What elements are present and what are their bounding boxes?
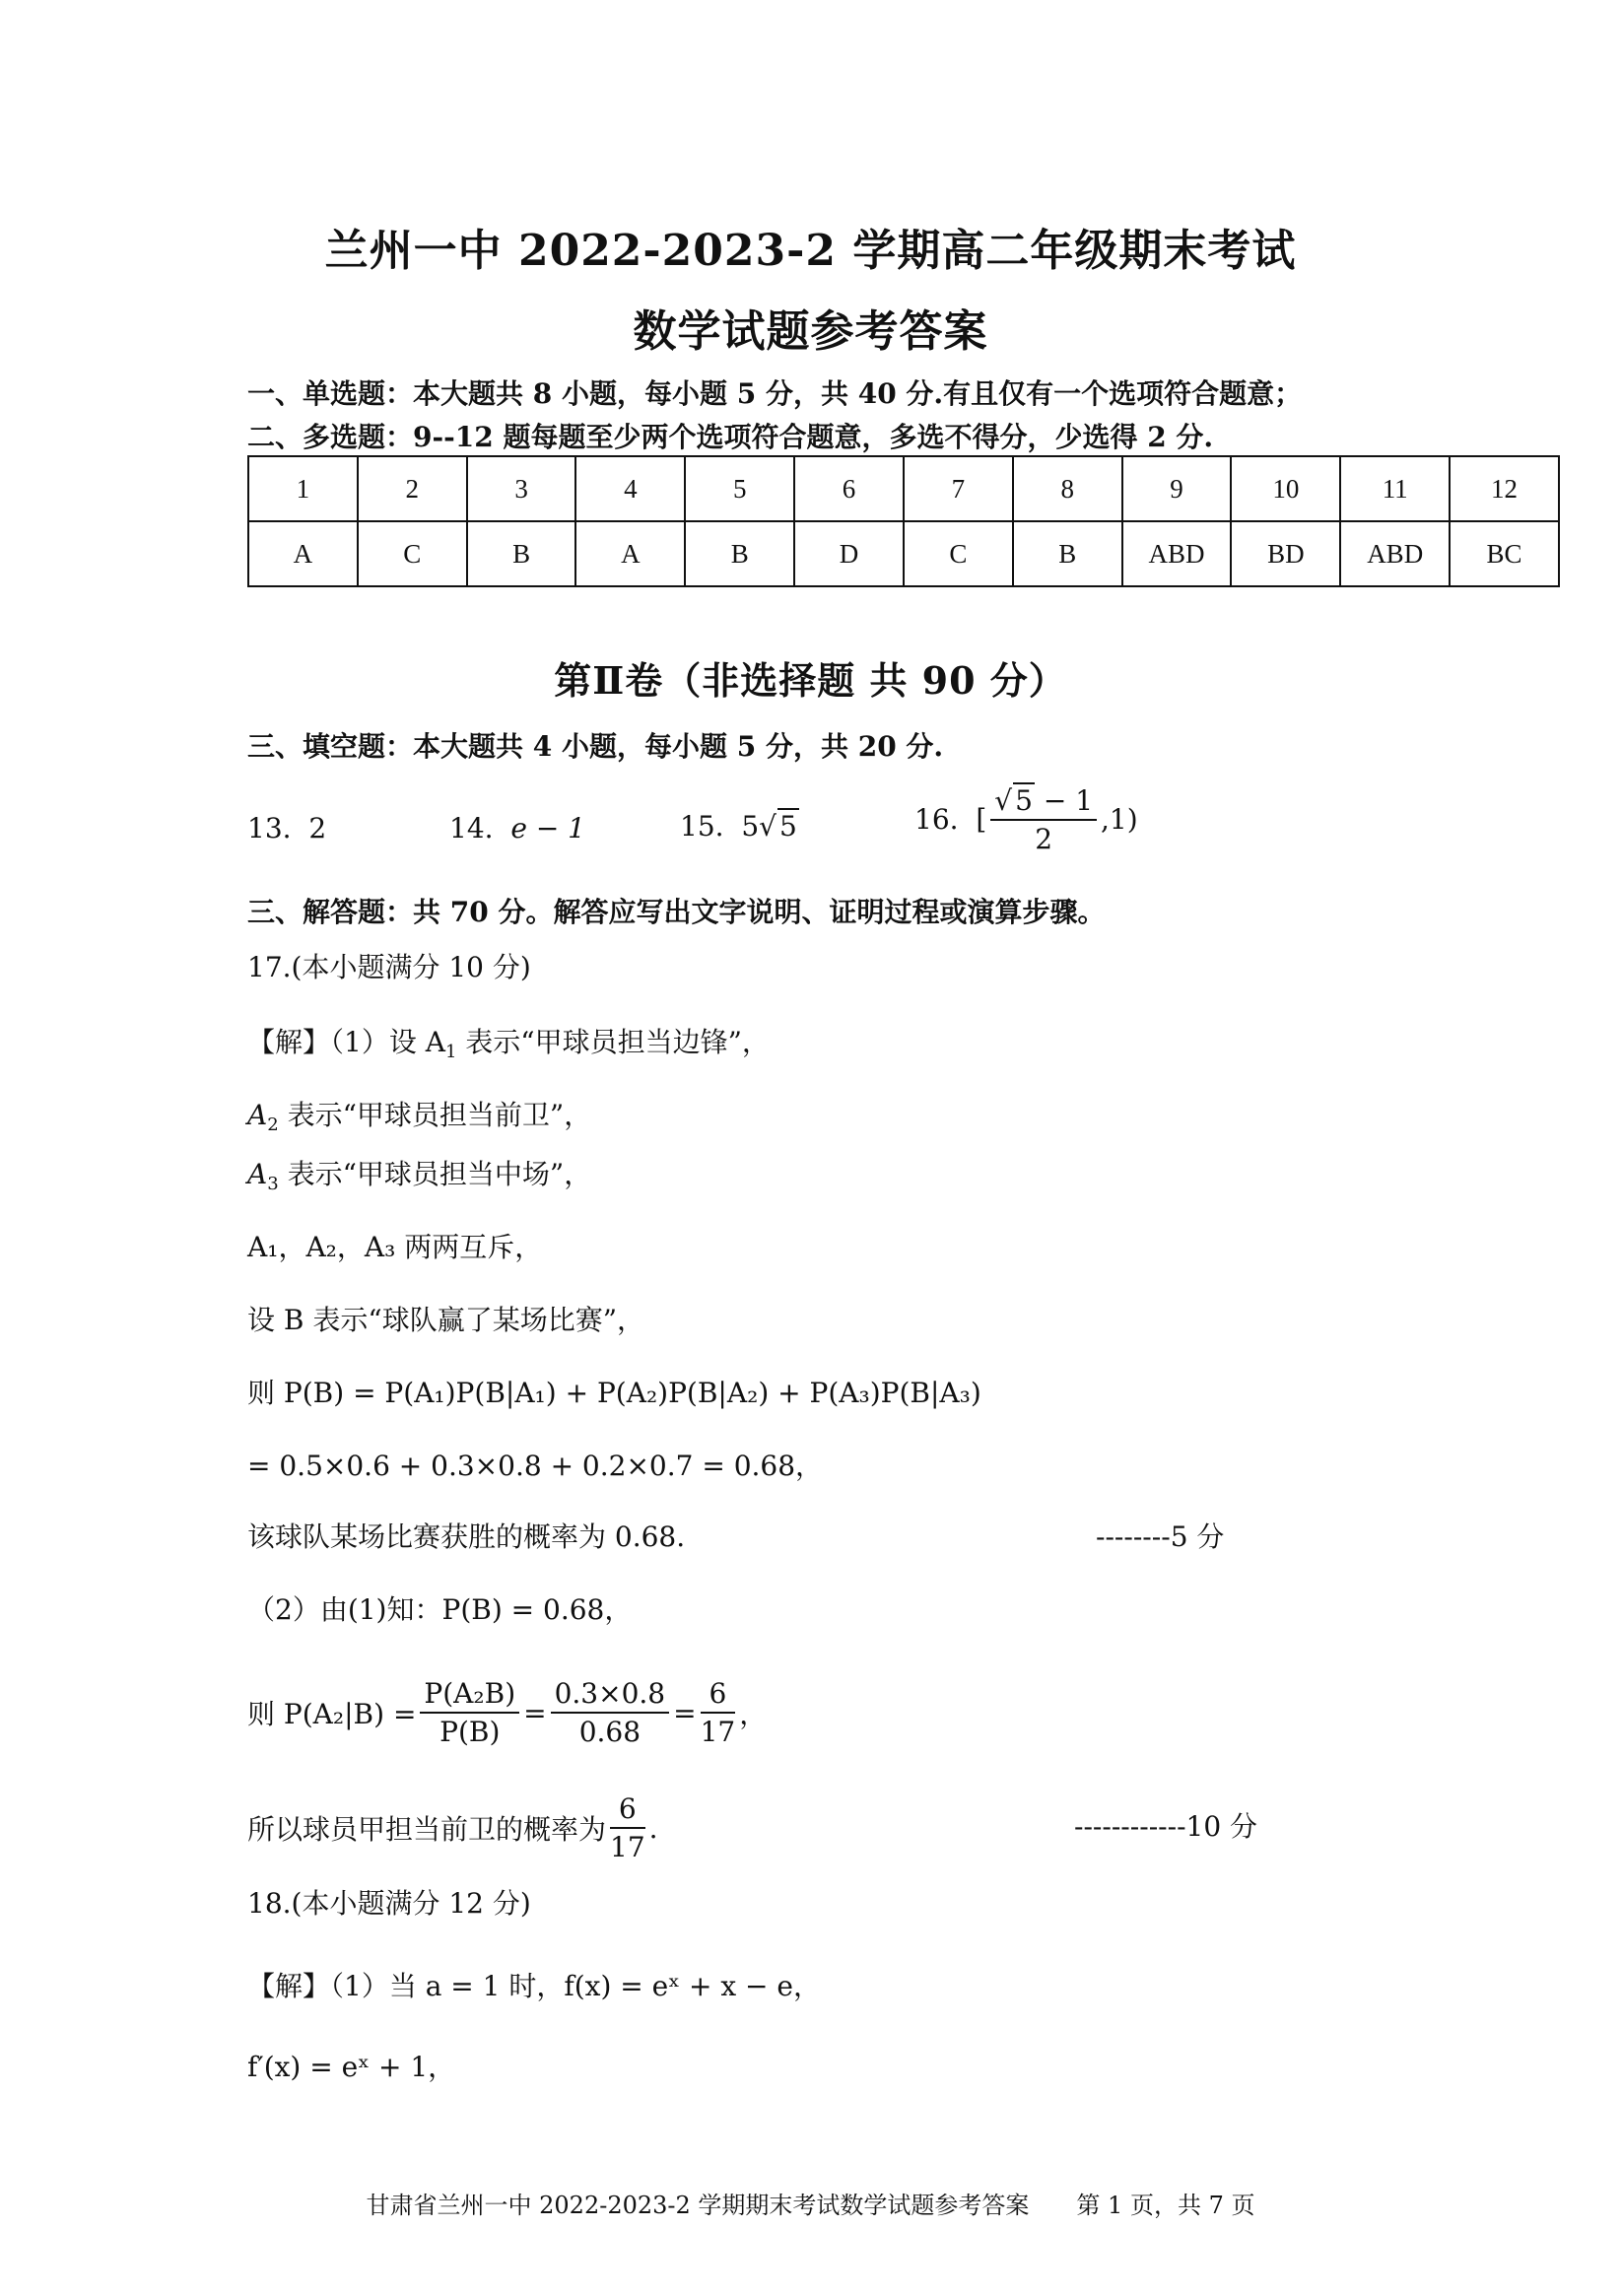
answer-table-answer-row bbox=[248, 521, 1559, 586]
answer-table-answer-cell: ABD bbox=[1340, 521, 1450, 586]
sqrt-sign-icon: √ bbox=[759, 810, 777, 843]
answer-table bbox=[247, 455, 1560, 587]
q14-label: 14. bbox=[449, 812, 494, 844]
q14-answer: e − 1 bbox=[510, 812, 585, 844]
q17-fraction-2 bbox=[551, 1677, 670, 1748]
q17-fraction-2-den: 0.68 bbox=[578, 1716, 642, 1748]
answer-table-answer-cell: D bbox=[794, 521, 904, 586]
fill-answer-16 bbox=[914, 782, 1138, 855]
answer-table-number-cell: 1 bbox=[248, 456, 358, 521]
answer-table-number-cell: 6 bbox=[794, 456, 904, 521]
answer-table-number-cell: 2 bbox=[358, 456, 467, 521]
q17-line-7: = 0.5×0.6 + 0.3×0.8 + 0.2×0.7 = 0.68， bbox=[247, 1450, 824, 1482]
q17-line-1-rest: 表示“甲球员担当边锋”， bbox=[456, 1026, 770, 1058]
answer-table-number-cell: 5 bbox=[685, 456, 794, 521]
q17-line-9: （2）由(1)知：P(B) = 0.68， bbox=[247, 1593, 633, 1626]
q16-close-bracket: ,1) bbox=[1101, 802, 1138, 836]
q17-line-2-sub: 2 bbox=[267, 1114, 279, 1135]
answer-table-answer-cell: A bbox=[575, 521, 685, 586]
q17-line-5: 设 B 表示“球队赢了某场比赛”， bbox=[247, 1304, 645, 1336]
q17-final-fraction-num: 6 bbox=[610, 1792, 645, 1829]
answer-table-number-cell: 12 bbox=[1450, 456, 1559, 521]
q17-line-1-text: 【解】（1）设 A bbox=[247, 1026, 445, 1058]
q15-radicand: 5 bbox=[779, 810, 797, 843]
q16-numerator-rest: − 1 bbox=[1034, 784, 1094, 817]
q13-answer: 2 bbox=[308, 812, 327, 844]
q17-line-11-prefix: 所以球员甲担当前卫的概率为 bbox=[247, 1813, 607, 1846]
q18-line-1: 【解】（1）当 a = 1 时，f(x) = eˣ + x − e， bbox=[247, 1970, 821, 2002]
answer-table-answer-cell: ABD bbox=[1122, 521, 1232, 586]
answer-table-answer-cell: C bbox=[358, 521, 467, 586]
q17-line-2-rest: 表示“甲球员担当前卫”， bbox=[278, 1099, 592, 1131]
equals-sign: = bbox=[523, 1696, 547, 1729]
q16-radicand: 5 bbox=[1015, 784, 1033, 817]
q17-final-fraction bbox=[610, 1792, 645, 1863]
section-single-choice-heading: 一、单选题：本大题共 8 小题，每小题 5 分，共 40 分.有且仅有一个选项符合题意； bbox=[247, 377, 1303, 410]
q17-line-2 bbox=[247, 1094, 591, 1135]
q17-line-11-suffix: . bbox=[648, 1811, 658, 1845]
q13-label: 13. bbox=[247, 812, 292, 844]
q17-line-10 bbox=[247, 1663, 767, 1762]
answer-table-answer-cell: BD bbox=[1231, 521, 1340, 586]
q15-coefficient: 5 bbox=[741, 810, 760, 843]
answer-table-number-cell: 10 bbox=[1231, 456, 1340, 521]
q17-fraction-1-den: P(B) bbox=[439, 1716, 501, 1748]
q16-label: 16. bbox=[914, 802, 959, 836]
answer-table-number-cell: 8 bbox=[1013, 456, 1122, 521]
sqrt-sign-icon: √ bbox=[994, 784, 1013, 817]
document-subtitle: 数学试题参考答案 bbox=[633, 306, 988, 357]
q17-line-10-prefix: 则 P(A₂|B) = bbox=[247, 1698, 417, 1730]
section-multiple-choice-heading: 二、多选题：9--12 题每题至少两个选项符合题意，多选不得分，少选得 2 分. bbox=[247, 421, 1214, 453]
q17-line-8: 该球队某场比赛获胜的概率为 0.68. bbox=[247, 1520, 686, 1553]
q17-fraction-3 bbox=[701, 1677, 736, 1748]
q17-score-marker-1: --------5 分 bbox=[1096, 1520, 1225, 1553]
answer-table-number-cell: 9 bbox=[1122, 456, 1232, 521]
fill-answer-15 bbox=[680, 808, 799, 843]
q17-line-6: 则 P(B) = P(A₁)P(B|A₁) + P(A₂)P(B|A₂) + P(A₃)P(B|A₃) bbox=[247, 1377, 981, 1409]
answer-table-number-cell: 7 bbox=[904, 456, 1013, 521]
fill-answer-13 bbox=[247, 812, 326, 844]
q17-final-fraction-den: 17 bbox=[610, 1831, 645, 1863]
q18-line-2: f′(x) = eˣ + 1， bbox=[247, 2051, 456, 2083]
answer-table-answer-cell: BC bbox=[1450, 521, 1559, 586]
q16-denominator: 2 bbox=[1035, 823, 1053, 855]
answer-table-answer-cell: B bbox=[685, 521, 794, 586]
fill-answer-14 bbox=[449, 812, 585, 844]
answer-table-answer-cell: B bbox=[467, 521, 576, 586]
page-footer: 甘肃省兰州一中 2022-2023-2 学期期末考试数学试题参考答案 第 1 页，共 7 页 bbox=[366, 2192, 1255, 2219]
q17-fraction-3-num: 6 bbox=[701, 1677, 736, 1714]
q17-fraction-3-den: 17 bbox=[700, 1716, 736, 1748]
q16-open-bracket: [ bbox=[976, 802, 987, 836]
q17-line-4: A₁，A₂，A₃ 两两互斥， bbox=[247, 1231, 543, 1263]
answer-table-number-cell: 11 bbox=[1340, 456, 1450, 521]
answer-table-answer-cell: C bbox=[904, 521, 1013, 586]
section-solution-heading: 三、解答题：共 70 分。解答应写出文字说明、证明过程或演算步骤。 bbox=[247, 896, 1106, 928]
answer-table-number-cell: 4 bbox=[575, 456, 685, 521]
q17-line-11 bbox=[247, 1784, 658, 1872]
q18-header: 18.(本小题满分 12 分) bbox=[247, 1887, 531, 1920]
q17-header: 17.(本小题满分 10 分) bbox=[247, 951, 531, 983]
q17-line-1 bbox=[247, 1021, 770, 1062]
part2-title: 第Ⅱ卷（非选择题 共 90 分） bbox=[554, 658, 1067, 703]
equals-sign: = bbox=[673, 1696, 697, 1729]
q17-line-2-var: A bbox=[247, 1099, 268, 1131]
answer-table-answer-cell: B bbox=[1013, 521, 1122, 586]
section-fill-blank-heading: 三、填空题：本大题共 4 小题，每小题 5 分，共 20 分. bbox=[247, 730, 944, 763]
q17-line-3 bbox=[247, 1153, 591, 1194]
q15-label: 15. bbox=[680, 810, 724, 843]
q17-line-3-rest: 表示“甲球员担当中场”， bbox=[278, 1158, 592, 1190]
q17-line-1-sub: 1 bbox=[444, 1042, 457, 1062]
q17-line-3-var: A bbox=[247, 1158, 268, 1190]
q17-line-10-suffix: ， bbox=[739, 1698, 768, 1730]
q17-line-3-sub: 3 bbox=[267, 1174, 279, 1194]
q17-fraction-1-num: P(A₂B) bbox=[420, 1677, 519, 1714]
answer-table-number-row bbox=[248, 456, 1559, 521]
q17-fraction-1 bbox=[420, 1677, 519, 1748]
answer-table-answer-cell: A bbox=[248, 521, 358, 586]
q17-score-marker-2: ------------10 分 bbox=[1074, 1810, 1258, 1843]
answer-table-number-cell: 3 bbox=[467, 456, 576, 521]
document-title: 兰州一中 2022-2023-2 学期高二年级期末考试 bbox=[324, 226, 1297, 276]
q17-fraction-2-num: 0.3×0.8 bbox=[551, 1677, 670, 1714]
q16-fraction bbox=[990, 782, 1097, 855]
